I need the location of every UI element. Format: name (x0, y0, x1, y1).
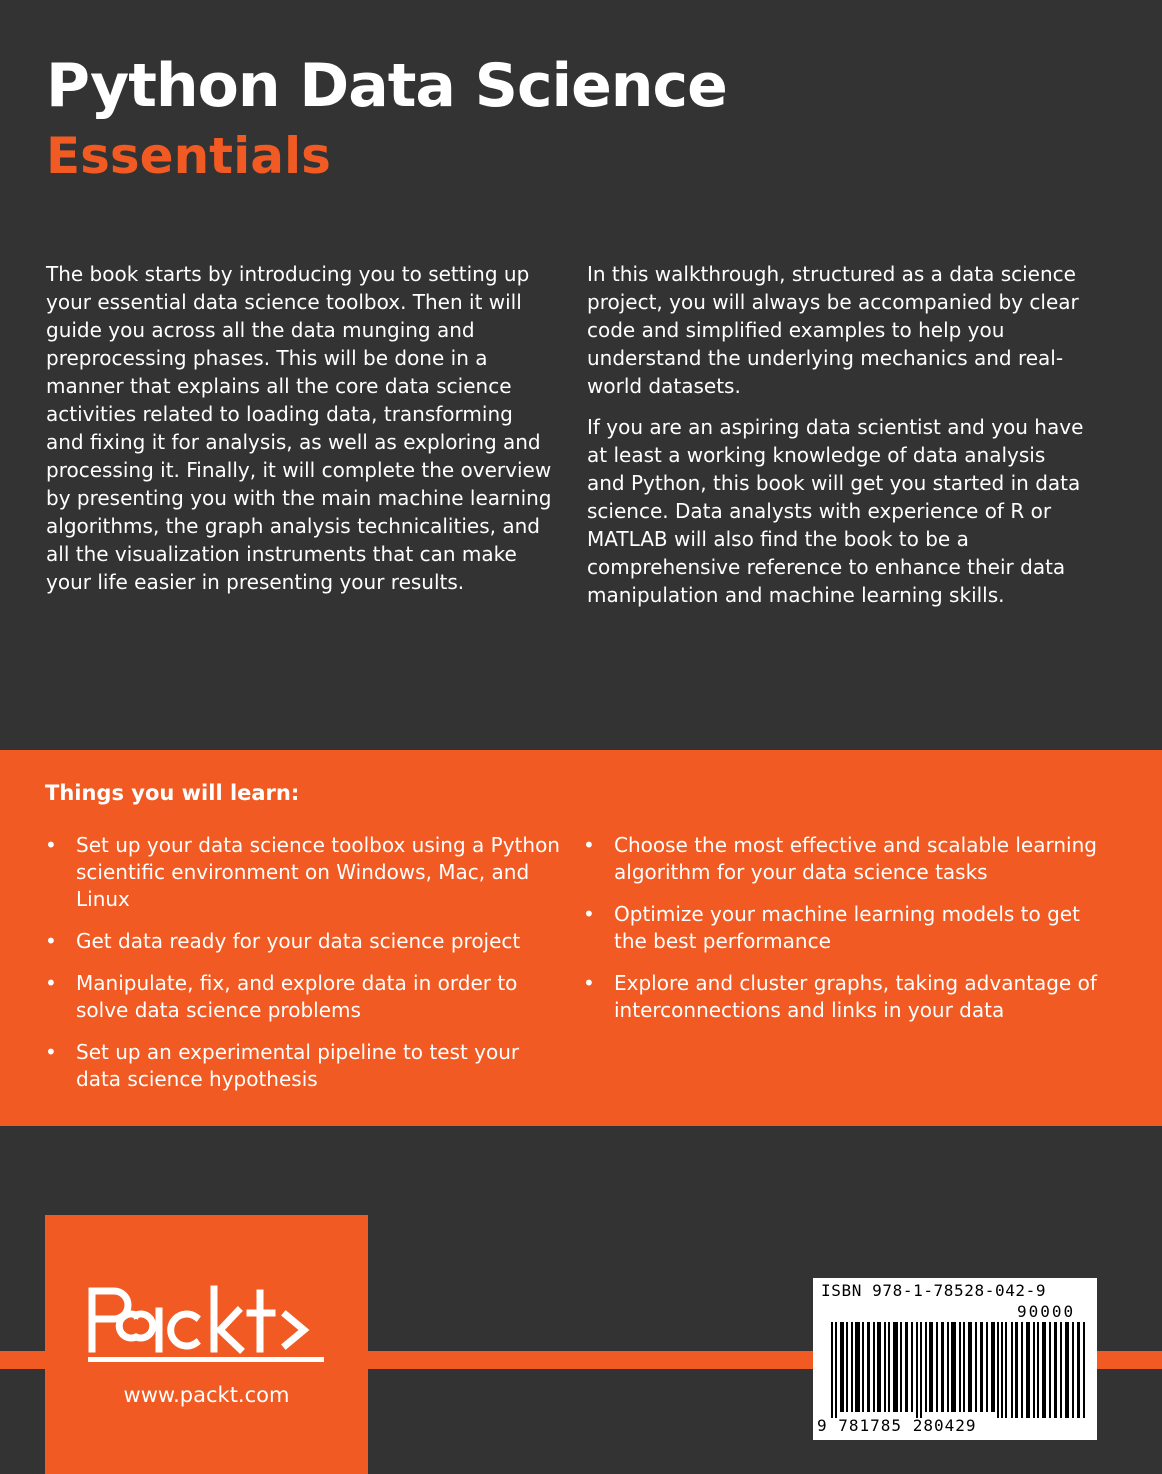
learn-heading: Things you will learn: (45, 781, 300, 805)
learn-item (45, 928, 570, 955)
addon-barcode-icon (1011, 1322, 1087, 1418)
learn-item-text: Set up an experimental pipeline to test your data science hypothesis (76, 1040, 520, 1091)
learn-item-text: Get data ready for your data science project (76, 929, 521, 953)
isbn-barcode (813, 1278, 1097, 1440)
bullet-icon: • (45, 1040, 57, 1064)
bullet-icon: • (45, 929, 57, 953)
learn-item (583, 970, 1113, 1024)
learn-item-text: Optimize your machine learning models to get the best performance (614, 902, 1080, 953)
learn-item-text: Manipulate, fix, and explore data in order to solve data science problems (76, 971, 518, 1022)
packt-logo-icon (88, 1285, 328, 1365)
ean-digits: 9 781785 280429 (817, 1416, 977, 1435)
isbn-text: ISBN 978-1-78528-042-9 (821, 1281, 1047, 1300)
learn-item (45, 970, 570, 1024)
publisher-block (45, 1215, 368, 1474)
description-paragraph: In this walkthrough, structured as a data science project, you will always be accompanied by clear code and simplified examples to help you understand the underlying mechanics and real-world datasets. (587, 262, 1079, 398)
learn-panel (0, 750, 1162, 1126)
learn-list-right (583, 832, 1113, 1039)
book-title: Python Data Science (46, 51, 727, 121)
learn-item (583, 832, 1113, 886)
bullet-icon: • (45, 971, 57, 995)
learn-item-text: Explore and cluster graphs, taking advantage of interconnections and links in your data (614, 971, 1097, 1022)
barcode-icon (831, 1322, 1007, 1418)
bullet-icon: • (583, 971, 595, 995)
learn-list-left (45, 832, 570, 1108)
description-paragraph: If you are an aspiring data scientist and you have at least a working knowledge of data analysis and Python, this book will get you started in data science. Data analysts with experience of R or MATLAB will also find the book to be a comprehensive reference to enhance their data manipulation and machine learning skills. (587, 415, 1084, 607)
publisher-url[interactable]: www.packt.com (123, 1383, 290, 1407)
book-subtitle: Essentials (46, 127, 331, 185)
learn-item (583, 901, 1113, 955)
learn-item-text: Choose the most effective and scalable learning algorithm for your data science tasks (614, 833, 1097, 884)
bullet-icon: • (583, 833, 595, 857)
description-left-column (46, 260, 554, 609)
bullet-icon: • (583, 902, 595, 926)
learn-item (45, 832, 570, 913)
learn-item (45, 1039, 570, 1093)
bullet-icon: • (45, 833, 57, 857)
learn-item-text: Set up your data science toolbox using a Python scientific environment on Windows, Mac, and Linux (76, 833, 560, 911)
price-code: 90000 (1017, 1302, 1076, 1321)
description-paragraph: The book starts by introducing you to setting up your essential data science toolbox. Then it will guide you across all the data munging and preprocessing phases. This will be done in a manner that explains all the core data science activities related to loading data, transforming and fixing it for analysis, as well as exploring and processing it. Finally, it will complete the overview by presenting you with the main machine learning algorithms, the graph analysis technicalities, and all the visualization instruments that can make your life easier in presenting your results. (46, 262, 552, 594)
description-right-column (587, 260, 1087, 622)
